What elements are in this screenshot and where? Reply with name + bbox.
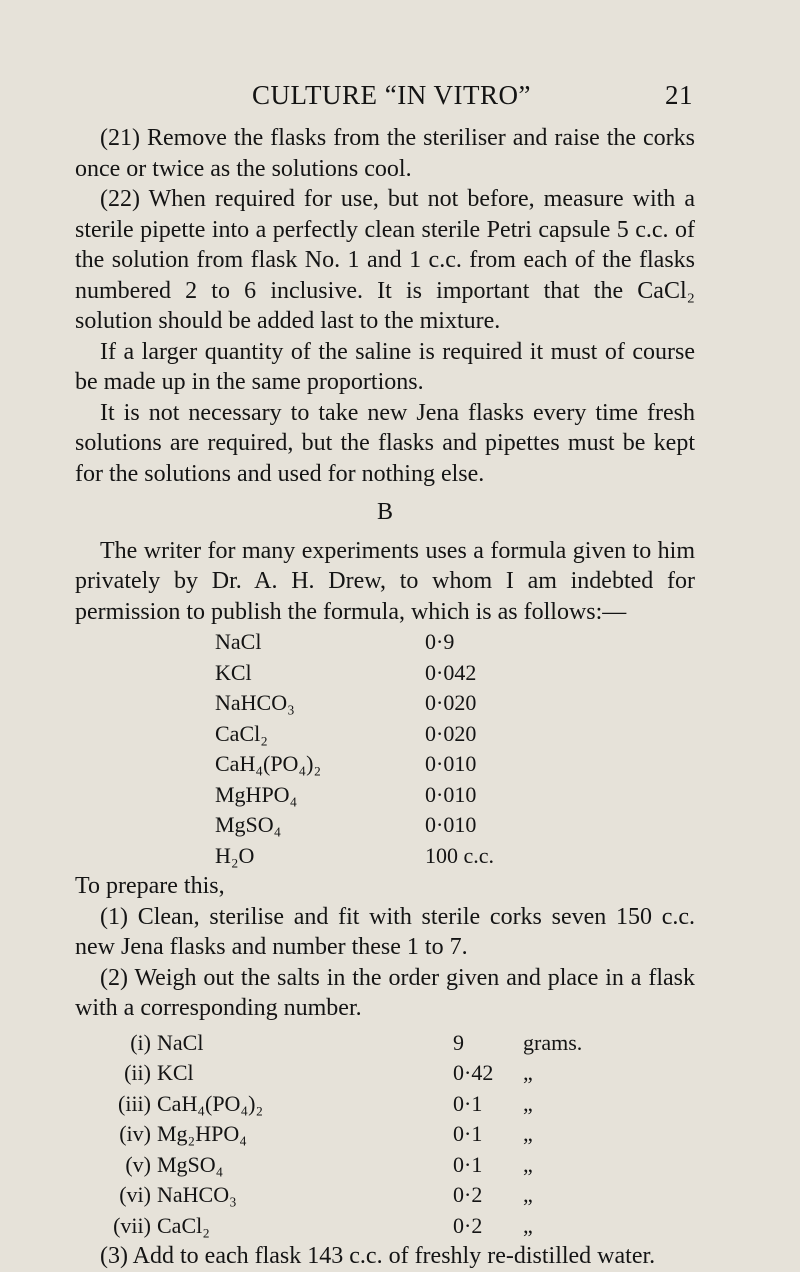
formula-row <box>215 841 494 872</box>
paragraph-22: (22) When required for use, but not before, measure with a sterile pipette into a perfectly clean sterile Petri capsule 5 c.c. of the solution from flask No. 1 and 1 c.c. from each of the flasks numbered 2 to 6 inclusive. It is important that the CaCl₂ solution should be added last to the mixture. <box>75 186 695 334</box>
salt-name: CaH₄(PO₄)₂ <box>157 1090 264 1116</box>
paragraph-jena-flasks: It is not necessary to take new Jena flasks every time fresh solutions are required, but the flasks and pipettes must be kept for the solutions and used for nothing else. <box>75 399 695 487</box>
formula-value: 0·010 <box>425 812 477 837</box>
salt-row <box>95 1180 582 1211</box>
formula-name: H₂O <box>215 842 255 868</box>
salt-amount: 0·1 <box>453 1151 483 1177</box>
salt-name: NaHCO₃ <box>157 1182 237 1207</box>
salt-row <box>95 1211 582 1242</box>
salt-row <box>95 1028 582 1059</box>
formula-value: 0·010 <box>425 781 477 807</box>
salt-unit: „ <box>523 1212 533 1238</box>
salt-amount: 0·42 <box>453 1060 494 1085</box>
section-heading: B <box>376 499 393 525</box>
formula-value: 0·9 <box>425 629 455 654</box>
salt-number: (iv) <box>119 1121 151 1146</box>
formula-name: MgSO₄ <box>215 812 282 837</box>
step-1: (1) Clean, sterilise and fit with sterile corks seven 150 c.c. new Jena flasks and number these 1 to 7. <box>75 903 695 960</box>
formula-row <box>215 810 494 841</box>
formula-value: 100 c.c. <box>425 842 495 868</box>
formula-value: 0·020 <box>425 720 477 746</box>
formula-value: 0·042 <box>425 659 477 685</box>
running-header <box>0 72 800 112</box>
paragraph-21: (21) Remove the flasks from the steriliser and raise the corks once or twice as the solutions cool. <box>75 125 695 182</box>
salt-name: NaCl <box>157 1029 204 1055</box>
salt-amount: 9 <box>453 1029 464 1055</box>
salt-name: CaCl₂ <box>157 1212 210 1238</box>
salt-number: (iii) <box>118 1090 151 1116</box>
salt-row <box>95 1150 582 1181</box>
salt-amount: 0·1 <box>453 1090 483 1116</box>
formula-name: KCl <box>215 659 252 685</box>
salt-unit: „ <box>523 1090 533 1116</box>
intro-paragraph: The writer for many experiments uses a formula given to him privately by Dr. A. H. Drew, to whom I am indebted for permission to publish the formula, which is as follows:— <box>75 537 695 625</box>
salt-unit: „ <box>523 1182 533 1207</box>
formula-row <box>215 688 494 719</box>
formula-name: CaH₄(PO₄)₂ <box>215 751 322 776</box>
salt-row <box>95 1119 582 1150</box>
formula-name: NaCl <box>215 629 262 654</box>
salt-unit: „ <box>523 1121 533 1146</box>
salt-number: (i) <box>130 1029 151 1055</box>
formula-name: CaCl₂ <box>215 720 268 746</box>
step-3: (3) Add to each flask 143 c.c. of freshly re-distilled water. <box>100 1243 656 1269</box>
salt-unit: „ <box>523 1151 533 1177</box>
formula-row <box>215 780 494 811</box>
salt-row <box>95 1089 582 1120</box>
salt-amount: 0·2 <box>453 1182 483 1207</box>
formula-row <box>215 749 494 780</box>
page-number: 21 <box>665 80 693 110</box>
formula-value: 0·020 <box>425 690 477 715</box>
salts-table <box>95 1028 582 1242</box>
formula-value: 0·010 <box>425 751 477 776</box>
formula-name: NaHCO₃ <box>215 690 295 715</box>
formula-table <box>215 627 494 871</box>
salt-number: (v) <box>125 1151 151 1177</box>
formula-row <box>215 627 494 658</box>
step-2: (2) Weigh out the salts in the order given and place in a flask with a corresponding number. <box>75 964 695 1021</box>
formula-row <box>215 719 494 750</box>
salt-name: KCl <box>157 1060 194 1085</box>
salt-name: Mg₂HPO₄ <box>157 1121 247 1146</box>
salt-amount: 0·1 <box>453 1121 483 1146</box>
salt-unit: grams. <box>523 1029 583 1055</box>
formula-name: MgHPO₄ <box>215 781 298 807</box>
salt-row <box>95 1058 582 1089</box>
salt-unit: „ <box>523 1060 533 1085</box>
formula-row <box>215 658 494 689</box>
salt-amount: 0·2 <box>453 1212 483 1238</box>
running-title: CULTURE “IN VITRO” <box>252 80 531 110</box>
body-text <box>75 123 695 1272</box>
salt-number: (vi) <box>119 1182 151 1207</box>
salt-number: (vii) <box>113 1212 151 1238</box>
salt-name: MgSO₄ <box>157 1151 224 1177</box>
paragraph-larger-quantity: If a larger quantity of the saline is required it must of course be made up in the same proportions. <box>75 338 695 395</box>
prepare-line: To prepare this, <box>75 873 225 899</box>
salt-number: (ii) <box>124 1060 151 1085</box>
